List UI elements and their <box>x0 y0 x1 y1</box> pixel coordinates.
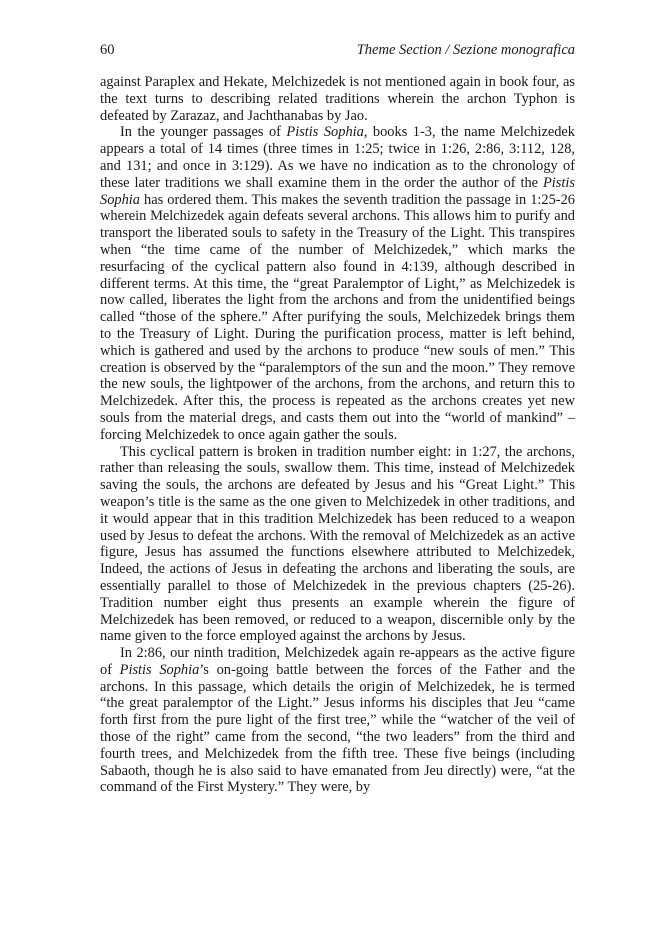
paragraph <box>100 645 575 796</box>
page-header <box>100 42 575 62</box>
page-number: 60 <box>100 42 115 58</box>
text-segment: ’s on-going battle between the forces of the Father and the archons. In this passage, which details the origin of Melchizedek, he is termed “the great paralemptor of the Light.” Jesus informs his disciples that Jeu “came forth first from the pure light of the first tree,” while the “watcher of the veil of those of the right” came from the second, “the two leaders” from the third and fourth trees, and Melchizedek from the fifth tree. These five beings (including Sabaoth, though he is also said to have emanated from Jeu directly) were, “at the command of the First Mystery.” They were, by <box>100 661 575 796</box>
text-segment: against Paraplex and Hekate, Melchizedek is not mentioned again in book four, as the text turns to describing related traditions wherein the archon Typhon is defeated by Zarazaz, and Jachthanabas by Jao. <box>100 74 575 124</box>
italic-title: Pistis Sophia <box>119 661 200 678</box>
italic-title: Pistis Sophia <box>100 174 575 208</box>
text-segment: This cyclical pattern is broken in tradition number eight: in 1:27, the archons, rather than releasing the souls, swallow them. This time, instead of Melchizedek saving the souls, the archons are defeated by Jesus and his “Great Light.” This weapon’s title is the same as the one given to Melchizedek in other traditions, and it would appear that in this tradition Melchizedek has been reduced to a weapon used by Jesus to defeat the archons. With the removal of Melchizedek as an active figure, Jesus has assumed the functions elsewhere attributed to Melchizedek, Indeed, the actions of Jesus in defeating the archons and liberating the souls, are essentially parallel to those of Melchizedek in the previous chapters (25-26). Tradition number eight thus presents an example wherein the figure of Melchizedek has been removed, or reduced to a weapon, discernible only by the name given to the force employed against the archons by Jesus. <box>100 443 575 645</box>
text-segment: In the younger passages of <box>120 124 287 141</box>
paragraph <box>100 444 575 646</box>
body-text <box>100 74 575 796</box>
italic-title: Pistis Sophia <box>286 124 364 141</box>
text-segment: has ordered them. This makes the seventh tradition the passage in 1:25-26 wherein Melchizedek again defeats several archons. This allows him to purify and transport the liberated souls to safety in the Treasury of the Light. This transpires when “the time came of the number of Melchizedek,” which marks the resurfacing of the cyclical pattern also found in 4:139, although described in different terms. At this time, the “great Paralemptor of Light,” as Melchizedek is now called, liberates the light from the archons and from the unidentified beings called “those of the sphere.” After purifying the souls, Melchizedek brings them to the Treasury of Light. During the purification process, matter is left behind, which is gathered and used by the archons to produce “new souls of men.” This creation is observed by the “paralemptors of the sun and the moon.” They remove the new souls, the lightpower of the archons, from the archons, and return this to Melchizedek. After this, the process is repeated as the archons creates yet new souls from the material dregs, and casts them out into the “world of mankind” – forcing Melchizedek to once again gather the souls. <box>100 191 575 443</box>
running-head: Theme Section / Sezione monografica <box>356 42 575 58</box>
paragraph <box>100 74 575 124</box>
text-segment: , books 1-3, the name Melchizedek appears a total of 14 times (three times in 1:25; twice in 1:26, 2:86, 3:112, 128, and 131; and once in 3:129). As we have no indication as to the chronology of these later traditions we shall examine them in the order the author of the <box>100 124 575 191</box>
text-segment: In 2:86, our ninth tradition, Melchizedek again re-appears as the active figure of <box>100 645 575 678</box>
paragraph <box>100 124 575 443</box>
